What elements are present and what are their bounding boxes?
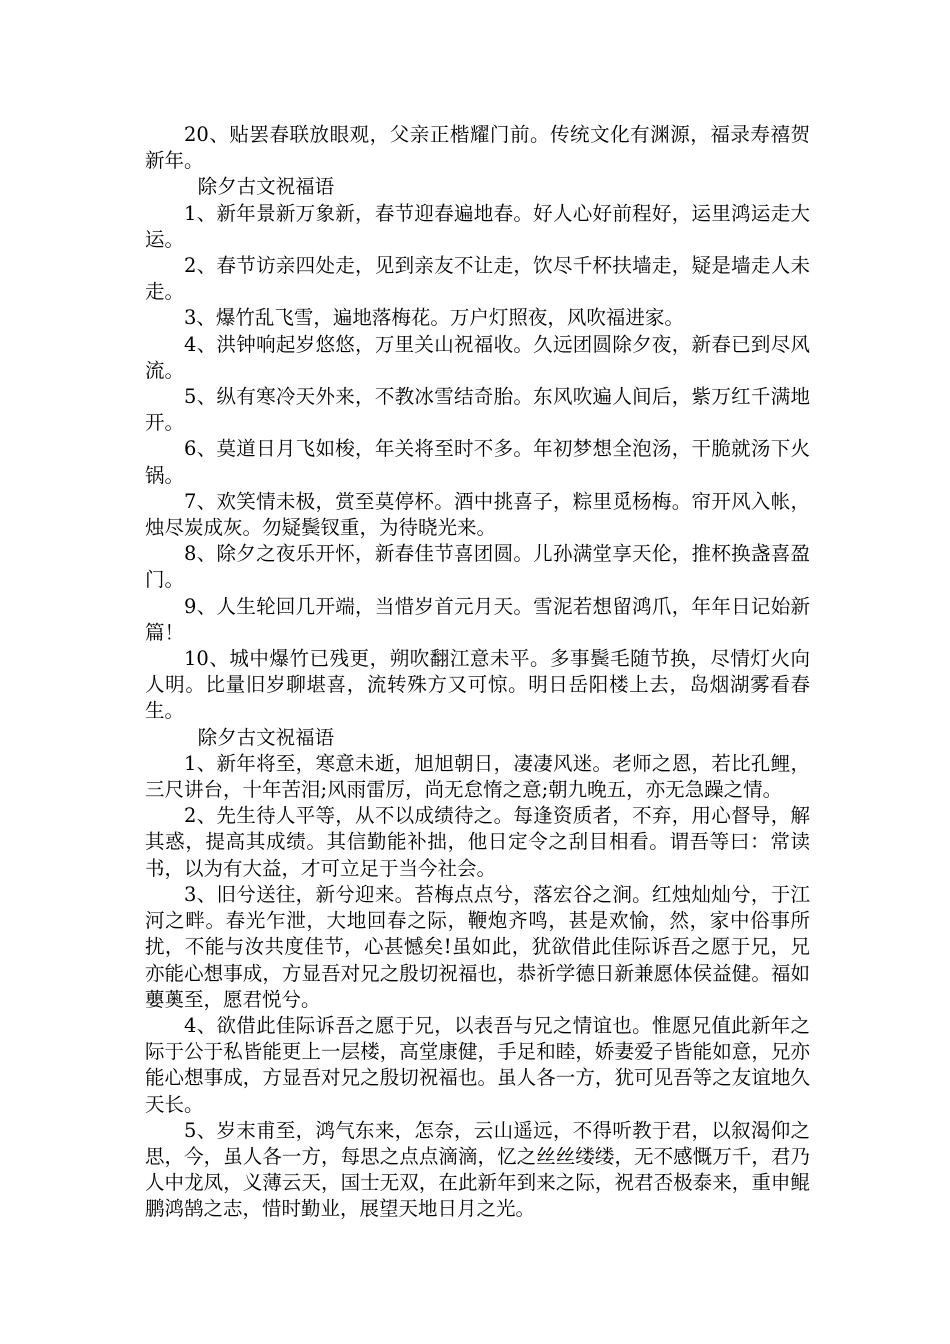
paragraph-2: 2、先生待人平等，从不以成绩待之。每逢资质者，不弃，用心督导，解其惑，提高其成绩。其信勤能补拙，他日定令之刮目相看。谓吾等曰：常读书，以为有大益，才可立足于当今社会。 [145,804,810,880]
paragraph-10: 10、城中爆竹已残更，朔吹翻江意未平。多事鬓毛随节换，尽情灯火向人明。比量旧岁聊堪喜，流转殊方又可惊。明日岳阳楼上去，岛烟湖雾看春生。 [145,647,810,723]
paragraph-2: 2、春节访亲四处走，见到亲友不让走，饮尽千杯扶墙走，疑是墙走人未走。 [145,254,810,304]
paragraph-3: 3、旧兮送往，新兮迎来。苔梅点点兮，落宏谷之涧。红烛灿灿兮，于江河之畔。春光乍泄，大地回春之际，鞭炮齐鸣，甚是欢愉，然，家中俗事所扰，不能与汝共度佳节，心甚憾矣!虽如此，犹欲借此佳际诉吾之愿于兄，兄亦能心想事成，方显吾对兄之殷切祝福也，恭祈学德日新兼愿体侯益健。福如蘡薁至，愿君悦兮。 [145,882,810,1011]
paragraph-4: 4、洪钟响起岁悠悠，万里关山祝福收。久远团圆除夕夜，新春已到尽风流。 [145,332,810,382]
paragraph-5: 5、纵有寒冷天外来，不教冰雪结奇胎。东风吹遍人间后，紫万红千满地开。 [145,385,810,435]
paragraph-8: 8、除夕之夜乐开怀，新春佳节喜团圆。儿孙满堂享天伦，推杯换盏喜盈门。 [145,542,810,592]
paragraph-5: 5、岁末甫至，鸿气东来，怎奈，云山遥远，不得听教于君，以叙渴仰之思，今，虽人各一方，每思之点点滴滴，忆之丝丝缕缕，无不感慨万千，君乃人中龙凤，义薄云天，国士无双，在此新年到来之际，祝君否极泰来，重申鲲鹏鸿鹄之志，惜时勤业，展望天地日月之光。 [145,1118,810,1221]
paragraph-1: 1、新年将至，寒意未逝，旭旭朝日，凄凄风迷。老师之恩，若比孔鲤，三尺讲台，十年苦泪;风雨雷厉，尚无怠惰之意;朝九晚五，亦无急躁之情。 [145,751,810,802]
paragraph-3: 3、爆竹乱飞雪，遍地落梅花。万户灯照夜，风吹福进家。 [184,306,684,330]
document-page [145,122,810,1223]
section-heading: 除夕古文祝福语 [197,175,335,199]
paragraph-7: 7、欢笑情未极，赏至莫停杯。酒中挑喜子，粽里觅杨梅。帘开风入帐，烛尽炭成灰。勿疑鬓钗重，为待晓光来。 [145,489,810,540]
paragraph-1: 1、新年景新万象新，春节迎春遍地春。好人心好前程好，运里鸿运走大运。 [145,201,810,251]
paragraph-4: 4、欲借此佳际诉吾之愿于兄，以表吾与兄之情谊也。惟愿兄值此新年之际于公于私皆能更上一层楼，高堂康健，手足和睦，娇妻爱子皆能如意，兄亦能心想事成，方显吾对兄之殷切祝福也。虽人各一方，犹可见吾等之友谊地久天长。 [145,1013,810,1116]
paragraph-6: 6、莫道日月飞如梭，年关将至时不多。年初梦想全泡汤，干脆就汤下火锅。 [145,437,810,487]
section-heading: 除夕古文祝福语 [197,725,335,749]
paragraph-9: 9、人生轮回几开端，当惜岁首元月天。雪泥若想留鸿爪，年年日记始新篇！ [145,594,810,644]
paragraph-20: 20、贴罢春联放眼观，父亲正楷耀门前。传统文化有渊源，福录寿禧贺新年。 [145,123,810,173]
